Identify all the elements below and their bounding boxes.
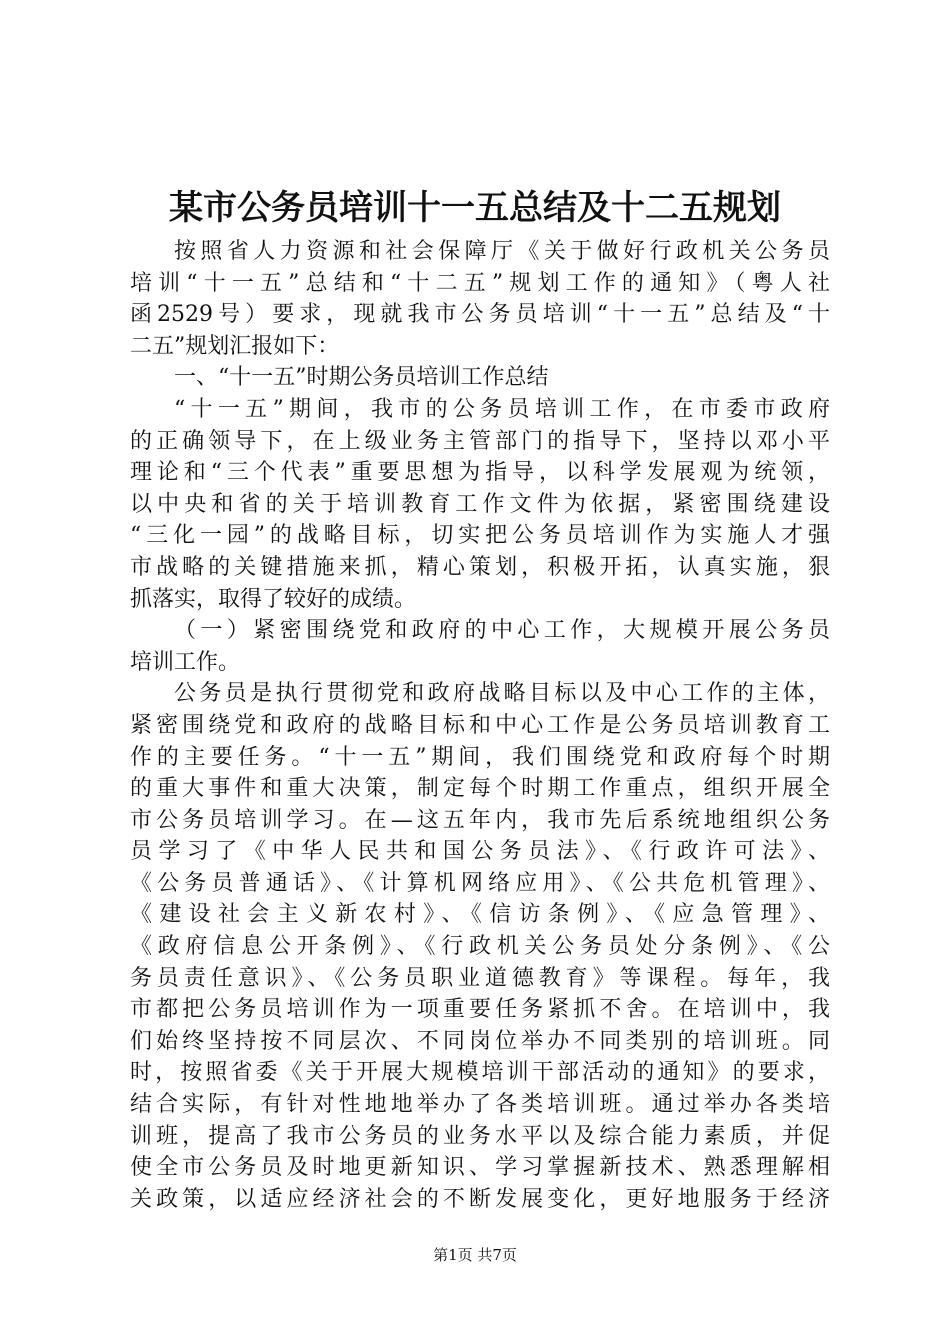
body-line: 员学习了《中华人民共和国公务员法》、《行政许可法》、 (130, 839, 830, 865)
body-line: 使全市公务员及时地更新知识、学习掌握新技术、熟悉理解相 (130, 1155, 830, 1181)
body-line: 培训工作。 (130, 649, 241, 675)
body-line: 时，按照省委《关于开展大规模培训干部活动的通知》的要求， (130, 1060, 830, 1086)
body-line: 关政策，以适应经济社会的不断发展变化，更好地服务于经济 (130, 1186, 830, 1212)
body-line: 结合实际，有针对性地地举办了各类培训班。通过举办各类培 (130, 1092, 830, 1118)
body-line: 按照省人力资源和社会保障厅《关于做好行政机关公务员 (174, 239, 830, 264)
body-line: 理论和“三个代表”重要思想为指导，以科学发展观为统领， (130, 460, 830, 486)
document-title: 某市公务员培训十一五总结及十二五规划 (169, 188, 781, 228)
body-line: “十一五”期间，我市的公务员培训工作，在市委市政府 (174, 396, 830, 422)
body-line: 《建设社会主义新农村》、《信访条例》、《应急管理》、 (130, 902, 830, 928)
body-line: 《政府信息公开条例》、《行政机关公务员处分条例》、《公 (130, 934, 830, 960)
document-body (130, 236, 830, 1215)
body-line: 一、“十一五”时期公务员培训工作总结 (174, 365, 549, 391)
body-line: 们始终坚持按不同层次、不同岗位举办不同类别的培训班。同 (130, 1028, 830, 1054)
body-line: 务员责任意识》、《公务员职业道德教育》等课程。每年，我 (130, 965, 830, 991)
body-line: 作的主要任务。“十一五”期间，我们围绕党和政府每个时期 (130, 744, 830, 770)
body-line: 紧密围绕党和政府的战略目标和中心工作是公务员培训教育工 (130, 712, 830, 738)
body-line: （一）紧密围绕党和政府的中心工作，大规模开展公务员 (174, 618, 830, 644)
body-line: 的重大事件和重大决策，制定每个时期工作重点，组织开展全 (130, 776, 830, 802)
body-line: 市公务员培训学习。在—这五年内，我市先后系统地组织公务 (130, 807, 830, 833)
body-line: 训班，提高了我市公务员的业务水平以及综合能力素质，并促 (130, 1123, 830, 1149)
body-line: 《公务员普通话》、《计算机网络应用》、《公共危机管理》、 (130, 870, 830, 896)
body-line: 二五”规划汇报如下： (130, 333, 340, 359)
body-line: 市战略的关键措施来抓，精心策划，积极开拓，认真实施，狠 (130, 554, 830, 580)
body-line: “三化一园”的战略目标，切实把公务员培训作为实施人才强 (130, 523, 830, 549)
body-line: 公务员是执行贯彻党和政府战略目标以及中心工作的主体， (174, 681, 830, 707)
body-line: 以中央和省的关于培训教育工作文件为依据，紧密围绕建设 (130, 491, 830, 517)
body-line: 培训“十一五”总结和“十二五”规划工作的通知》（粤人社 (130, 270, 830, 296)
body-line: 抓落实，取得了较好的成绩。 (130, 586, 417, 612)
body-line: 市都把公务员培训作为一项重要任务紧抓不舍。在培训中，我 (130, 997, 830, 1023)
page-footer: 第1页 共7页 (433, 1246, 517, 1264)
body-line: 函2529号）要求，现就我市公务员培训“十一五”总结及“十 (130, 302, 830, 328)
body-line: 的正确领导下，在上级业务主管部门的指导下，坚持以邓小平 (130, 428, 830, 454)
